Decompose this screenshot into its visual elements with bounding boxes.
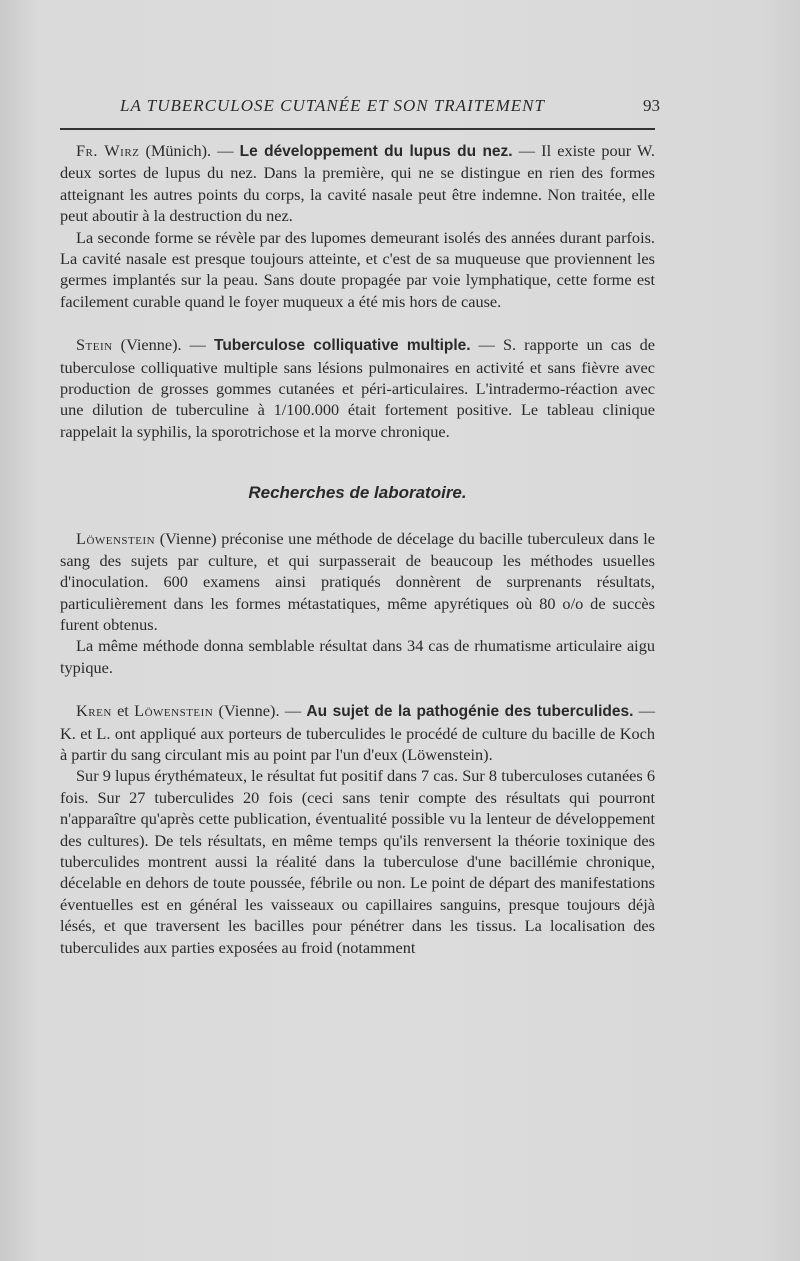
location: (Münich). — xyxy=(139,141,240,160)
header-rule xyxy=(60,128,655,130)
article-title: Tuberculose colliquative multiple. xyxy=(214,337,471,355)
article-body: — S. rapporte un cas de tuberculose colliquative multiple sans lésions pulmonaires en activité et sans fièvre avec production de grosses gommes cutanées et péri-articulaires. L'intradermo-réaction avec une dilution de tuberculine à 1/100.000 était fortement positive. Le tableau clinique rappelait la syphilis, la sporotrichose et la morve chronique. xyxy=(60,335,656,441)
author-name: Fr. Wirz xyxy=(76,141,140,160)
article-body: — Il existe pour W. deux sortes de lupus du nez. Dans la première, qui ne se distingue en rien des formes atteignant les autres points du corps, la cavité nasale peut être indemne. Non traitée, elle peut aboutir à la destruction du nez. xyxy=(60,141,655,226)
wirz-paragraph xyxy=(60,140,655,227)
page-body xyxy=(60,140,655,958)
article-body: — K. et L. ont appliqué aux porteurs de tuberculides le procédé de culture du bacille de Koch à partir du sang circulant mis au point par l'un d'eux (Löwenstein). xyxy=(60,701,655,764)
article-body: (Vienne) préconise une méthode de décelage du bacille tuberculeux dans le sang des sujets par culture, et qui surpasserait de beaucoup les méthodes usuelles d'inoculation. 600 examens ainsi pratiqués donnèrent de surprenants résultats, particulièrement dans les formes métastatiques, même apyrétiques où 80 o/o de succès furent obtenus. xyxy=(60,529,655,634)
location: (Vienne). — xyxy=(112,335,214,355)
running-title: LA TUBERCULOSE CUTANÉE ET SON TRAITEMENT xyxy=(120,96,545,115)
kren-paragraph-2: Sur 9 lupus érythémateux, le résultat fut positif dans 7 cas. Sur 8 tuberculoses cutanées 6 fois. Sur 27 tuberculides 20 fois (ceci sans tenir compte des résultats qui pourront n'apparaître qu'après cette publication, éventualité possible vu la lenteur de développement des cultures). De tels résultats, en même temps qu'ils renversent la théorie toxinique des tuberculides montrent aussi la réalité dans la tuberculose d'une bacillémie chronique, décelable en dehors de toute poussée, fébrile ou non. Le point de départ des manifestations éventuelles est en général les vaisseaux ou capillaires sanguins, presque toujours déjà lésés, et que traversent les bacilles pour pénétrer dans les tissus. La localisation des tuberculides aux parties exposées au froid (notamment xyxy=(60,766,655,957)
running-header xyxy=(120,96,660,122)
lowenstein-paragraph xyxy=(60,528,655,635)
page-number: 93 xyxy=(643,96,660,115)
lowenstein-paragraph-2: La même méthode donna semblable résultat dans 34 cas de rhumatisme articulaire aigu typique. xyxy=(60,636,655,677)
author-name: Kren xyxy=(76,701,112,721)
location: (Vienne). — xyxy=(213,701,307,721)
author-name: Löwenstein xyxy=(134,701,214,721)
article-title: Le développement du lupus du nez. xyxy=(239,143,513,160)
stein-paragraph xyxy=(60,334,655,442)
connector: et xyxy=(111,701,135,721)
section-title: Recherches de laboratoire. xyxy=(248,483,467,503)
author-name: Löwenstein xyxy=(76,529,156,549)
wirz-paragraph-2: La seconde forme se révèle par des lupomes demeurant isolés des années durant parfois. La cavité nasale est presque toujours atteinte, et c'est de sa muqueuse que proviennent les germes implantés sur la peau. Sans doute propagée par voie lymphatique, cette forme est facilement curable quand le foyer muqueux a été mis hors de cause. xyxy=(60,227,655,311)
author-name: Stein xyxy=(76,335,113,355)
article-title: Au sujet de la pathogénie des tuberculides. xyxy=(306,703,634,721)
kren-paragraph xyxy=(60,700,655,765)
